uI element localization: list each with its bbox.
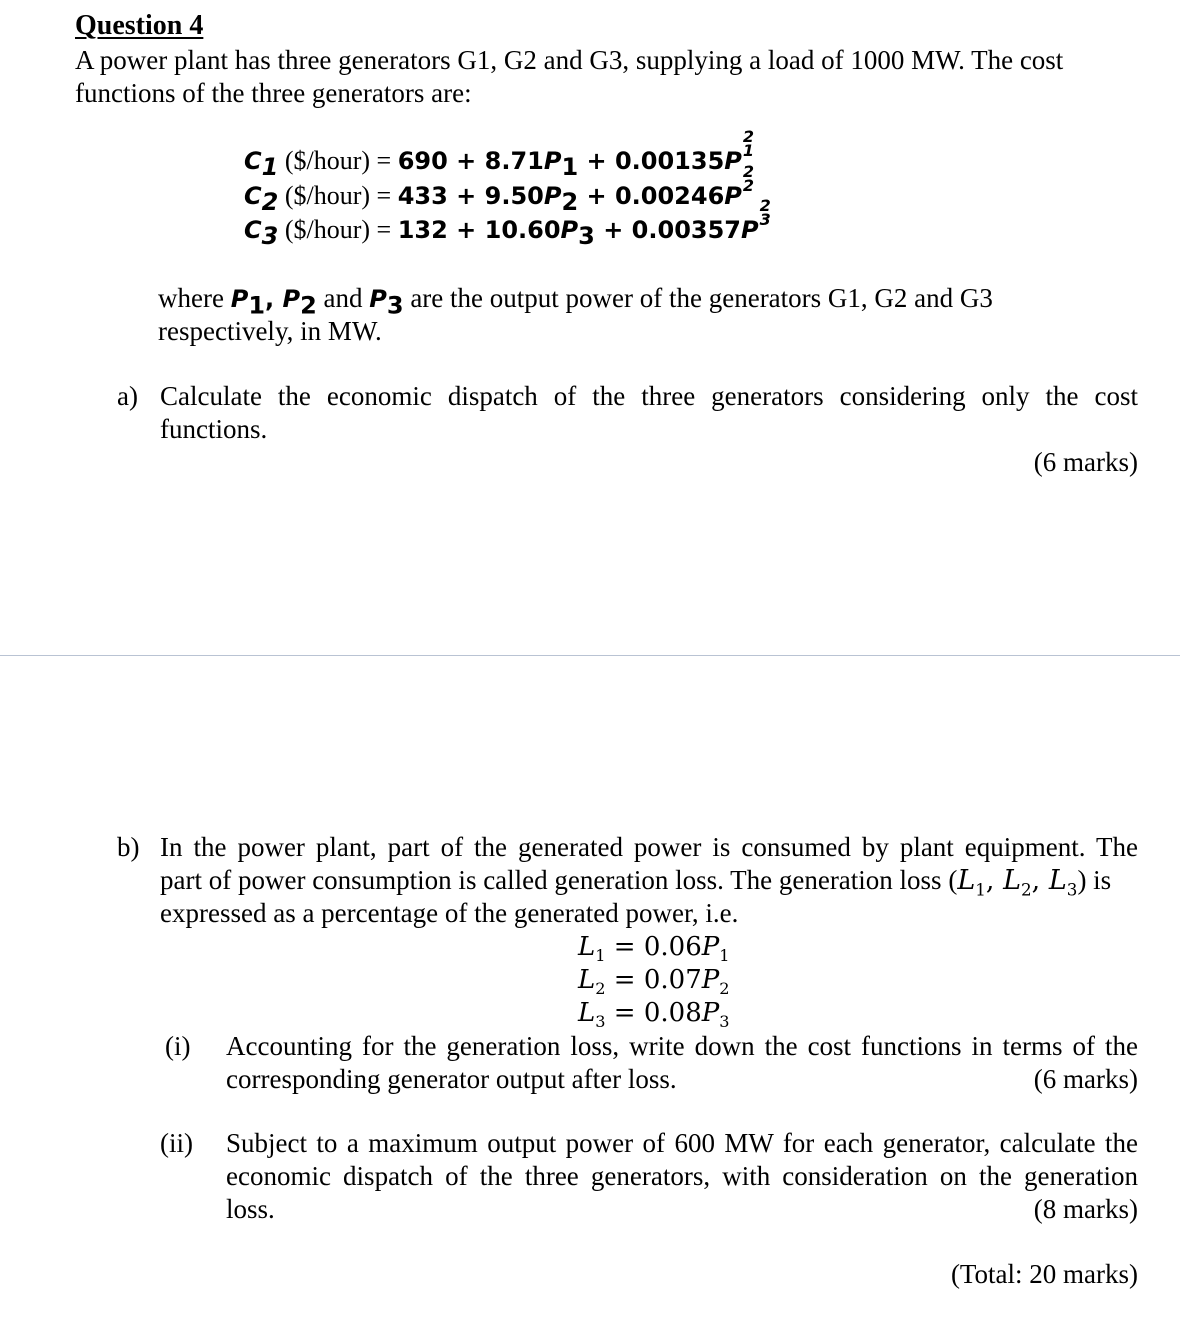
cost-function-1: $C_1$ ($/hour) = $690 + 8.71P_1 + 0.00135P$ 2 1 [244,127,755,182]
part-b-line-3: expressed as a percentage of the generated power, i.e. [160,898,739,928]
intro-line-1: A power plant has three generators G1, G2 and G3, supplying a load of 1000 MW. The cost [75,45,1064,75]
page-divider [0,655,1180,656]
part-a-line-1: Calculate the economic dispatch of the three generators considering only the cost [160,381,1138,411]
cost-function-2: $C_2$ ($/hour) = $433 + 9.50P_2 + 0.00246P$ 2 2 [244,162,755,217]
part-b-ii-line-1: Subject to a maximum output power of 600 MW for each generator, calculate the [226,1128,1138,1158]
loss-equation-3: $L_3 = 0.08P_3$ [578,998,730,1032]
question-title: Question 4 [75,10,204,41]
where-line-1: where $P_1$, $P_2$ and $P_3$ are the output power of the generators G1, G2 and G3 [158,283,993,320]
where-line-2: respectively, in MW. [158,316,382,346]
part-b-ii-line-2: economic dispatch of the three generators, with consideration on the generation [226,1161,1138,1191]
part-b-label: b) [117,832,140,862]
part-a-marks: (6 marks) [1033,447,1138,477]
part-b-ii-label: (ii) [160,1128,193,1158]
part-b-line-1: In the power plant, part of the generated power is consumed by plant equipment. The [160,832,1138,862]
intro-line-2: functions of the three generators are: [75,78,472,108]
part-a-line-2: functions. [160,414,268,444]
loss-equation-1: $L_1 = 0.06P_1$ [578,932,730,966]
part-b-ii-marks: (8 marks) [1033,1194,1138,1224]
part-b-i-marks: (6 marks) [1033,1064,1138,1094]
cost-function-3: $C_3$ ($/hour) = $132 + 10.60P_3 + 0.00357P$ 2 3 [244,196,771,251]
part-b-i-line-2: corresponding generator output after loss. [226,1064,677,1094]
part-b-line-2: part of power consumption is called generation loss. The generation loss ($L_1$, $L_2$, $L_3$) is [160,865,1112,900]
loss-equation-2: $L_2 = 0.07P_2$ [578,965,730,999]
part-b-ii-line-3: loss. [226,1194,275,1224]
part-a-label: a) [117,381,138,411]
total-marks: (Total: 20 marks) [950,1259,1138,1289]
part-b-i-label: (i) [165,1031,191,1061]
part-b-i-line-1: Accounting for the generation loss, write down the cost functions in terms of the [226,1031,1138,1061]
